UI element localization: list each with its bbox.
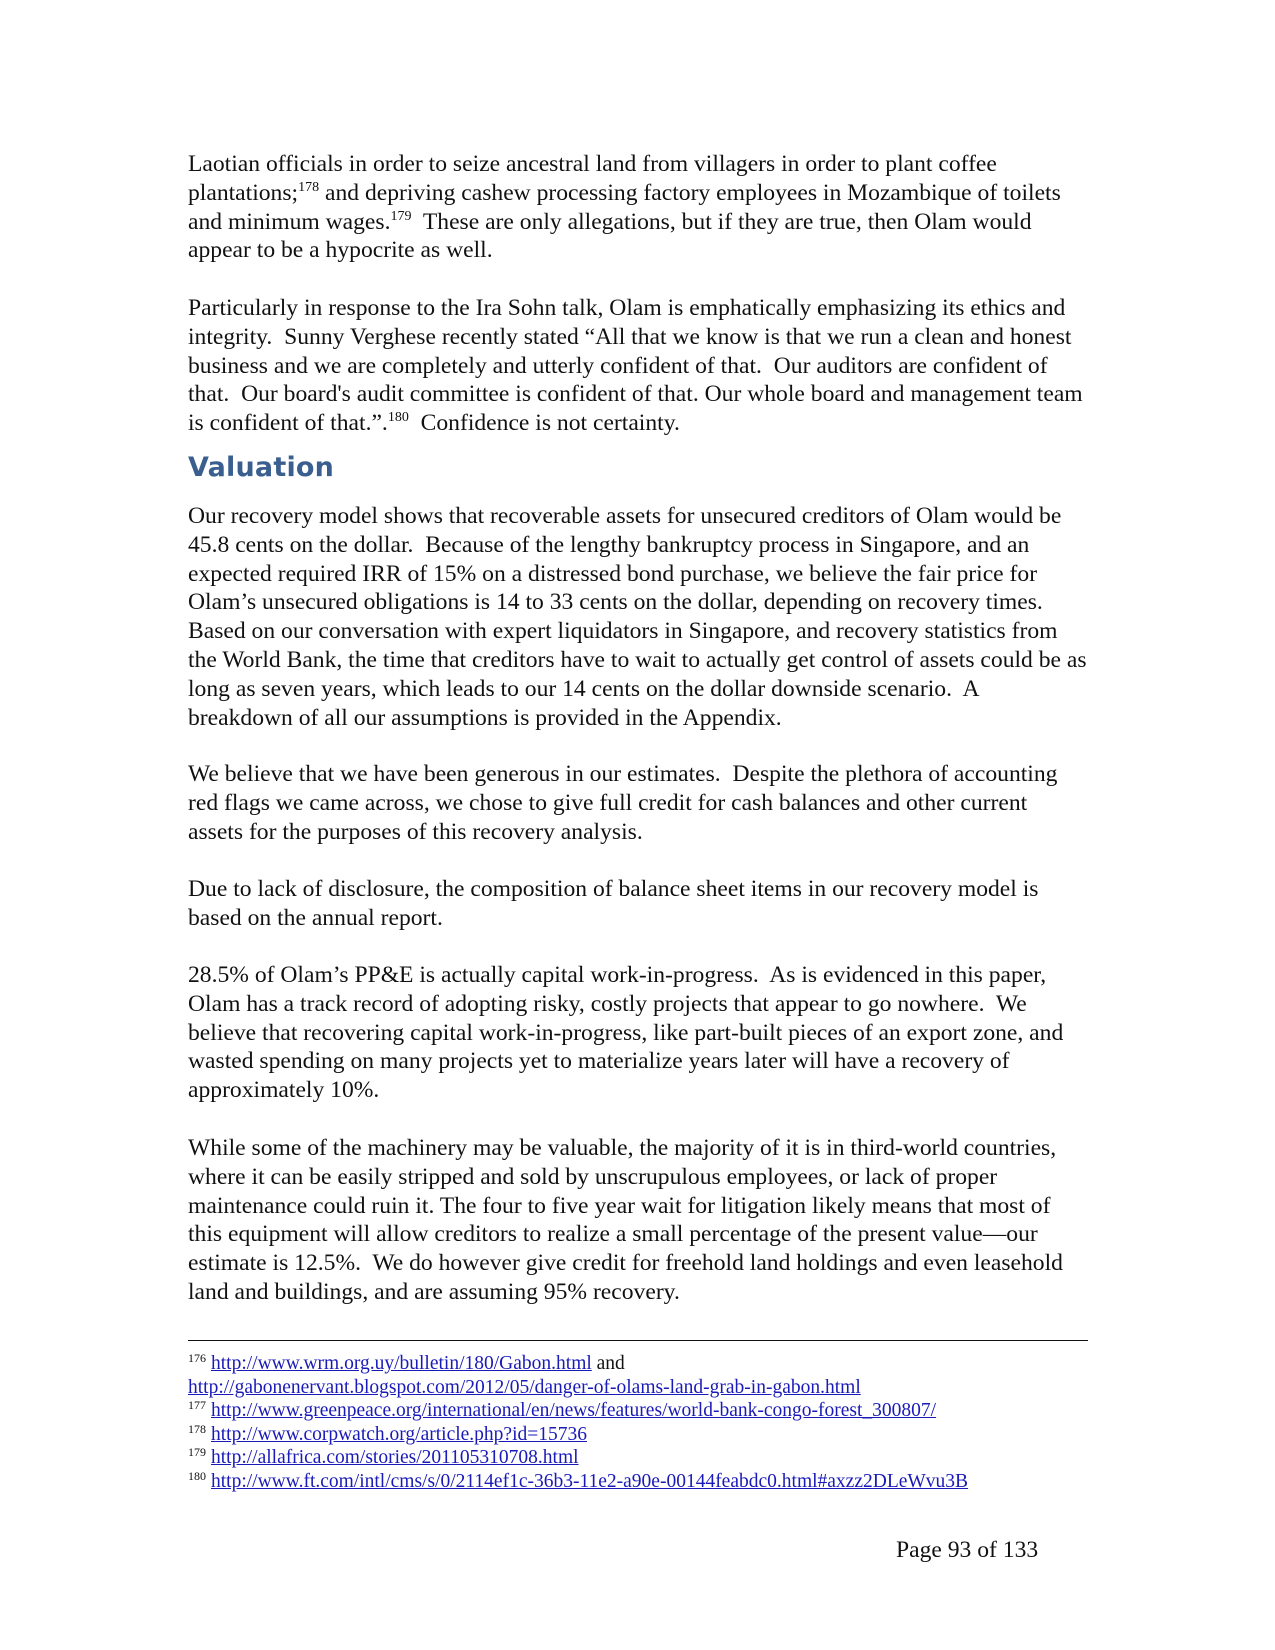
section-heading-valuation: Valuation [188,452,335,483]
footnotes [188,1352,1108,1493]
footnote-number: 178 [188,1421,206,1436]
footnote-number: 176 [188,1351,206,1365]
footnote-178 [188,1423,1108,1447]
footnote-176 [188,1352,1108,1376]
paragraph-text [188,150,1088,265]
paragraph-machinery [188,1134,1088,1307]
footnote-link[interactable]: http://www.corpwatch.org/article.php?id=15736 [211,1423,587,1445]
paragraph-text: We believe that we have been generous in our estimates. Despite the plethora of accounting red flags we came across, we chose to give full credit for cash balances and other current assets for the purposes of this recovery analysis. [188,761,1064,845]
footnote-link[interactable]: http://www.ft.com/intl/cms/s/0/2114ef1c-36b3-11e2-a90e-00144feabdc0.html#axzz2DLeWvu3B [211,1470,969,1492]
footnote-link[interactable]: http://allafrica.com/stories/201105310708.html [211,1447,579,1468]
paragraph-text: Our recovery model shows that recoverable assets for unsecured creditors of Olam would be 45.8 cents on the dollar. Because of the lengthy bankruptcy process in Singapore, and an expected required IRR of 15% on a distressed bond purchase, we believe the fair price for Olam’s unsecured obligations is 14 to 33 cents on the dollar, depending on recovery times. Based on our conversation with expert liquidators in Singapore, and recovery statistics from the World Bank, the time that creditors have to wait to actually get control of assets could be as long as seven years, which leads to our 14 cents on the dollar downside scenario. A breakdown of all our assumptions is provided in the Appendix. [188,503,1093,731]
footnote-number: 177 [188,1398,206,1412]
footnote-link[interactable]: http://gabonenervant.blogspot.com/2012/05/danger-of-olams-land-grab-in-gabon.html [188,1376,861,1398]
footnote-number: 180 [188,1468,206,1483]
footnote-joiner: and [591,1353,625,1374]
text-run: Laotian officials in order to seize ancestral land from villagers in order to plant coffee plantations; [188,151,1003,206]
text-run: Particularly in response to the Ira Sohn talk, Olam is emphatically emphasizing its ethics and integrity. Sunny Verghese recently stated “All that we know is that we run a clean and honest business and we are completely and utterly confident of that. Our auditors are confident of that. Our board's audit committee is confident of that. Our whole board and management team is confident of that.”. [188,295,1089,437]
paragraph-ethics-integrity [188,294,1088,438]
paragraph-recovery-model [188,502,1093,732]
page-number: Page 93 of 133 [896,1537,1039,1563]
footnote-ref-180: 180 [387,410,409,426]
paragraph-generous-estimates [188,760,1088,846]
paragraph-text [188,294,1088,438]
footnote-180 [188,1470,1108,1494]
text-run: These are only allegations, but if they are true, then Olam would appear to be a hypocrite as well. [188,208,1038,264]
paragraph-text: 28.5% of Olam’s PP&E is actually capital work-in-progress. As is evidenced in this paper, Olam has a track record of adopting risky, costly projects that appear to go nowhere. We believe that recovering capital work-in-progress, like part-built pieces of an export zone, and wasted spending on many projects yet to materialize years later will have a recovery of approximately 10%. [188,962,1070,1104]
footnote-177 [188,1399,1108,1423]
footnote-179 [188,1446,1108,1470]
paragraph-text: While some of the machinery may be valuable, the majority of it is in third-world countries, where it can be easily stripped and sold by unscrupulous employees, or lack of proper maintenance could ruin it. The four to five year wait for litigation likely means that most of this equipment will allow creditors to realize a small percentage of the present value—our estimate is 12.5%. We do however give credit for freehold land holdings and even leasehold land and buildings, and are assuming 95% recovery. [188,1135,1069,1305]
footnote-divider [188,1340,1088,1341]
footnote-link[interactable]: http://www.greenpeace.org/international/en/news/features/world-bank-congo-forest_300807/ [211,1400,937,1421]
footnote-ref-178: 178 [298,179,320,195]
footnote-number: 179 [188,1445,206,1459]
paragraph-capital-wip [188,961,1088,1105]
footnote-ref-179: 179 [390,208,412,224]
paragraph-laotian-allegations [188,150,1088,265]
paragraph-disclosure [188,875,1088,933]
footnote-link[interactable]: http://www.wrm.org.uy/bulletin/180/Gabon.html [211,1353,592,1374]
text-run: and depriving cashew processing factory employees in Mozambique of toilets and minimum wages. [188,179,1067,235]
paragraph-text: Due to lack of disclosure, the composition of balance sheet items in our recovery model is based on the annual report. [188,876,1045,931]
text-run: Confidence is not certainty. [408,410,680,437]
footnote-176-continued [188,1376,1108,1400]
